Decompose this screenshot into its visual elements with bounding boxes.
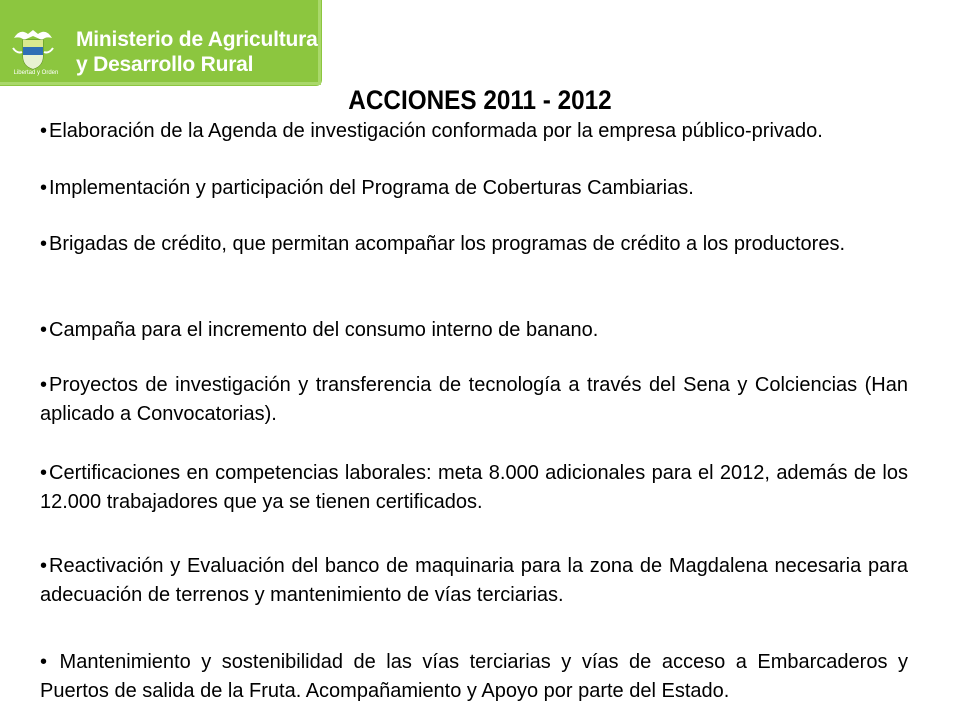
bullet-icon: •	[40, 233, 48, 255]
list-item	[40, 316, 908, 345]
list-item	[40, 648, 908, 706]
bullet-icon: •	[40, 462, 48, 484]
bullet-icon: •	[40, 555, 48, 577]
ministry-header	[0, 0, 322, 86]
list-item	[40, 459, 908, 517]
ministry-name-line1: Ministerio de Agricultura	[76, 28, 318, 51]
bullet-icon: •	[40, 319, 48, 341]
slide-title: ACCIONES 2011 - 2012	[348, 85, 612, 115]
list-item-text: Brigadas de crédito, que permitan acompañar los programas de crédito a los productores.	[49, 233, 846, 255]
list-item-text: Implementación y participación del Programa de Coberturas Cambiarias.	[49, 177, 694, 199]
ministry-logo-text	[76, 27, 318, 77]
list-item	[40, 230, 908, 259]
list-item-text: Elaboración de la Agenda de investigación conformada por la empresa público-privado.	[49, 120, 823, 142]
list-item	[40, 117, 908, 146]
list-item-text: Reactivación y Evaluación del banco de maquinaria para la zona de Magdalena necesaria para adecuación de terrenos y mantenimiento de vías terciarias.	[40, 555, 908, 606]
bullet-icon: •	[40, 120, 48, 142]
bullet-icon: •	[40, 651, 48, 673]
list-item	[40, 371, 908, 429]
ministry-name-line2: y Desarrollo Rural	[76, 53, 254, 76]
list-item-text: Mantenimiento y sostenibilidad de las vías terciarias y vías de acceso a Embarcaderos y Puertos de salida de la Fruta. Acompañamiento y Apoyo por parte del Estado.	[40, 651, 908, 702]
list-item	[40, 174, 908, 203]
list-item-text: Certificaciones en competencias laborales: meta 8.000 adicionales para el 2012, además de los 12.000 trabajadores que ya se tienen certificados.	[40, 462, 908, 513]
bullet-icon: •	[40, 177, 48, 199]
bullet-icon: •	[40, 374, 48, 396]
coat-of-arms-icon	[10, 24, 56, 72]
list-item	[40, 552, 908, 610]
seal-caption: Libertad y Orden	[13, 70, 59, 76]
list-item-text: Proyectos de investigación y transferencia de tecnología a través del Sena y Colciencias (Han aplicado a Convocatorias).	[40, 374, 908, 425]
list-item-text: Campaña para el incremento del consumo interno de banano.	[49, 319, 599, 341]
